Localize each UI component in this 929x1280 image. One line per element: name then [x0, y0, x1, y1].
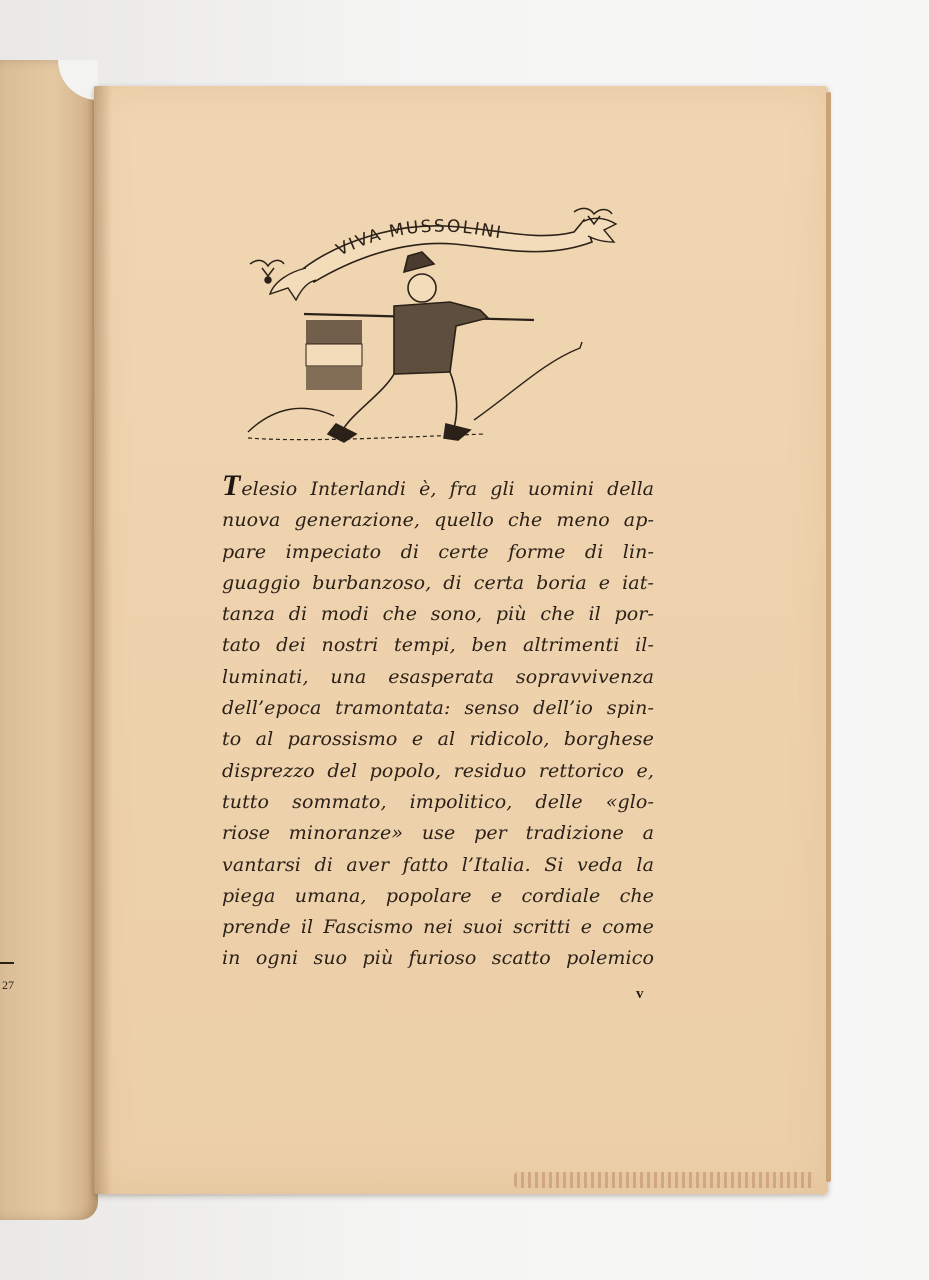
text-line: dell’epoca tramontata: senso dell’io spin- — [222, 697, 654, 720]
text-line: tato dei nostri tempi, ben altrimenti il- — [222, 634, 654, 657]
facing-page-edge — [0, 60, 98, 1220]
viva-mussolini-illustration — [244, 202, 624, 452]
facing-page-rule — [0, 962, 14, 964]
text-line: to al parossismo e al ridicolo, borghese — [222, 728, 654, 751]
text-line: pare impeciato di certe forme di lin- — [222, 540, 654, 563]
text-line: vantarsi di aver fatto l’Italia. Si veda la — [222, 853, 654, 876]
text-line: guaggio burbanzoso, di certa boria e iat- — [222, 571, 654, 594]
text-line: luminati, una esasperata sopravvivenza — [222, 665, 654, 688]
flag-stripe-bottom — [306, 366, 362, 390]
text-line: disprezzo del popolo, residuo rettorico e, — [222, 759, 654, 782]
text-line: piega umana, popolare e cordiale che — [222, 884, 654, 907]
page-foxing-stain — [514, 1172, 814, 1188]
hill-line-left — [248, 408, 334, 432]
text-line: nuova generazione, quello che meno ap- — [222, 509, 654, 532]
drop-cap: T — [222, 469, 241, 502]
banner-tail-left — [270, 268, 316, 300]
page-number: v — [636, 986, 644, 1002]
facing-page-number: 27 — [2, 978, 14, 992]
page-edge — [826, 92, 831, 1182]
flag-stripe-middle — [306, 344, 362, 366]
text-line: riose minoranze» use per tradizione a — [222, 822, 654, 845]
text-line: tutto sommato, impolitico, delle «glo- — [222, 790, 654, 813]
banner-text: VIVA MUSSOLINI — [333, 216, 505, 261]
body-text — [222, 469, 654, 975]
text-line: in ogni suo più furioso scatto polemico — [222, 947, 654, 970]
book-page — [94, 86, 828, 1194]
hill-line-right — [474, 342, 582, 420]
first-line-text: elesio Interlandi è, fra gli uomini della — [241, 478, 654, 500]
text-line: prende il Fascismo nei suoi scritti e come — [222, 916, 654, 939]
spine-shadow — [94, 86, 112, 1194]
text-line: tanza di modi che sono, più che il por- — [222, 603, 654, 626]
flag-stripe-top — [306, 320, 362, 344]
left-bird-icon — [250, 260, 284, 283]
first-line — [222, 469, 654, 505]
